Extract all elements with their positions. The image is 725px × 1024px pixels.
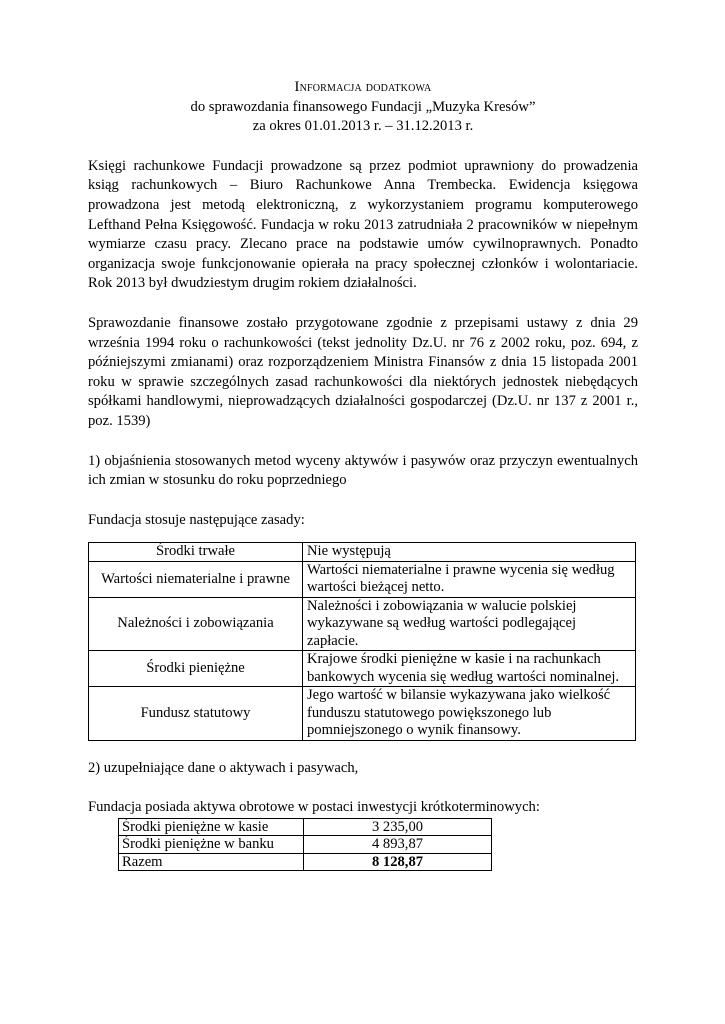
table-row	[89, 561, 636, 597]
rules-intro: Fundacja stosuje następujące zasady:	[88, 511, 305, 528]
asset-total-value: 8 128,87	[304, 853, 492, 871]
assets-intro: Fundacja posiada aktywa obrotowe w postaci inwestycji krótkoterminowych:	[88, 799, 540, 816]
document-page	[88, 78, 638, 871]
valuation-rules-table	[88, 542, 636, 741]
table-row	[89, 687, 636, 741]
legal-basis-paragraph: Sprawozdanie finansowe zostało przygotowane zgodnie z przepisami ustawy z dnia 29 września 1994 roku o rachunkowości (tekst jednolity Dz.U. nr 76 z 2002 roku, poz. 694, z późniejszymi zmianami) oraz rozporządzeniem Ministra Finansów z dnia 15 listopada 2001 roku w sprawie szczególnych zasad rachunkowości dla niektórych jednostek niebędących spółkami handlowymi, nieprowadzących działalności gospodarczej (Dz.U. nr 137 z 2001 r., poz. 1539)	[88, 314, 638, 429]
intro-paragraph: Księgi rachunkowe Fundacji prowadzone są przez podmiot uprawniony do prowadzenia ksiąg rachunkowych – Biuro Rachunkowe Anna Trembecka. Ewidencja księgowa prowadzona jest metodą elektroniczną, z wykorzystaniem programu komputerowego Lefthand Pełna Księgowość. Fundacja w roku 2013 zatrudniała 2 pracowników w niepełnym wymiarze czasu pracy. Zlecano prace na podstawie umów cywilnoprawnych. Ponadto organizacja swoje funkcjonowanie opierała na pracy społecznej członków i wolontariacie. Rok 2013 był dwudziestym drugim rokiem działalności.	[88, 157, 638, 292]
rule-item: Środki trwałe	[89, 543, 303, 562]
rule-item: Fundusz statutowy	[89, 687, 303, 741]
asset-value: 3 235,00	[304, 818, 492, 836]
rule-description: Wartości niematerialne i prawne wycenia się według wartości bieżącej netto.	[303, 561, 636, 597]
rule-description: Należności i zobowiązania w walucie polskiej wykazywane są według wartości podlegającej zapłacie.	[303, 597, 636, 651]
section-2-heading: 2) uzupełniające dane o aktywach i pasywach,	[88, 759, 359, 776]
table-row	[119, 818, 492, 836]
section-1-heading: 1) objaśnienia stosowanych metod wyceny aktywów i pasywów oraz przyczyn ewentualnych ich zmian w stosunku do roku poprzedniego	[88, 452, 638, 489]
asset-label: Środki pieniężne w banku	[119, 836, 304, 854]
rule-description: Krajowe środki pieniężne w kasie i na rachunkach bankowych wycenia się według wartości nominalnej.	[303, 651, 636, 687]
table-row	[89, 597, 636, 651]
title-block	[88, 78, 638, 137]
table-row-total	[119, 853, 492, 871]
table-row	[89, 651, 636, 687]
document-subtitle: do sprawozdania finansowego Fundacji „Muzyka Kresów”	[190, 98, 536, 115]
rule-item: Środki pieniężne	[89, 651, 303, 687]
asset-label: Środki pieniężne w kasie	[119, 818, 304, 836]
rule-description: Jego wartość w bilansie wykazywana jako wielkość funduszu statutowego powiększonego lub pomniejszonego o wynik finansowy.	[303, 687, 636, 741]
rule-item: Wartości niematerialne i prawne	[89, 561, 303, 597]
rule-item: Należności i zobowiązania	[89, 597, 303, 651]
rule-description: Nie występują	[303, 543, 636, 562]
asset-total-label: Razem	[119, 853, 304, 871]
table-row	[89, 543, 636, 562]
asset-value: 4 893,87	[304, 836, 492, 854]
document-title: Informacja dodatkowa	[294, 79, 432, 95]
table-row	[119, 836, 492, 854]
document-period: za okres 01.01.2013 r. – 31.12.2013 r.	[252, 118, 474, 135]
assets-table	[118, 818, 492, 872]
